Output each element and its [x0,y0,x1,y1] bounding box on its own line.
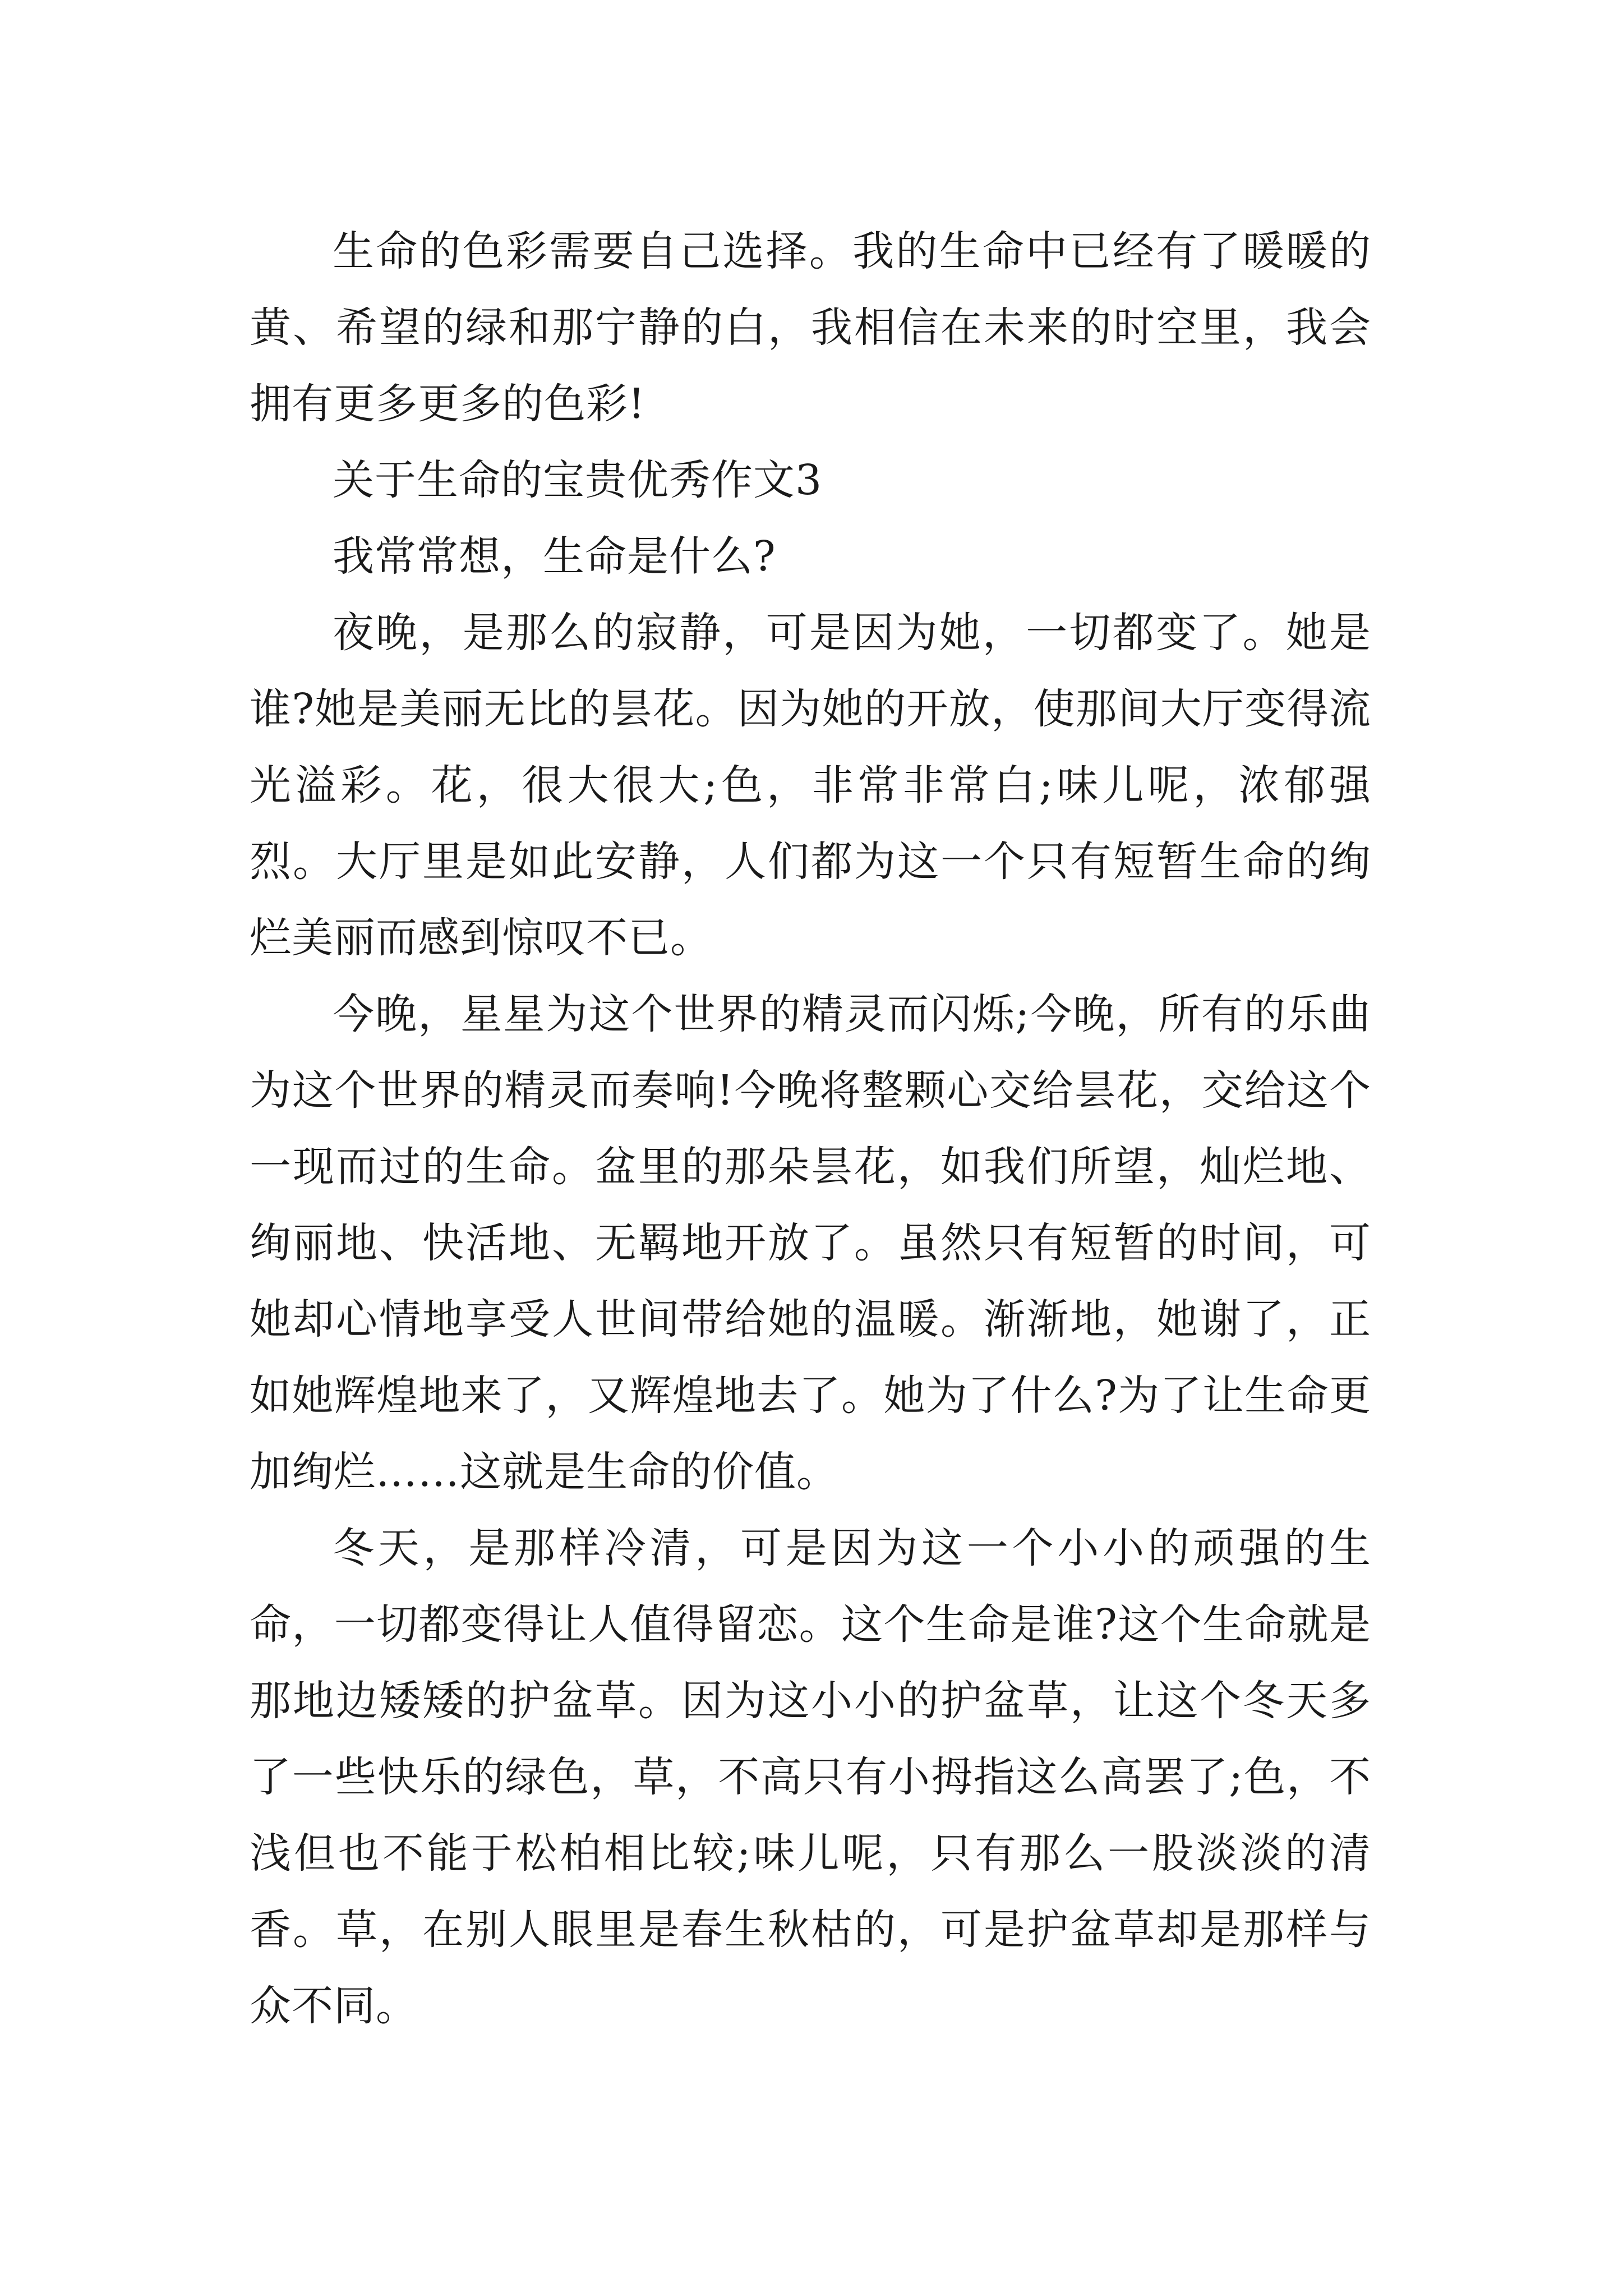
paragraph-question: 我常常想，生命是什么? [333,532,776,581]
document-body [250,213,1371,2044]
paragraph-tonight: 今晚，星星为这个世界的精灵而闪烁;今晚，所有的乐曲为这个世界的精灵而奏响!今晚将整颗心交给昙花，交给这个一现而过的生命。盆里的那朵昙花，如我们所望，灿烂地、绚丽地、快活地、无羁地开放了。虽然只有短暂的时间，可她却心情地享受人世间带给她的温暖。渐渐地，她谢了，正如她辉煌地来了，又辉煌地去了。她为了什么?为了让生命更加绚烂……这就是生命的价值。 [250,990,1371,1496]
essay-heading: 关于生命的宝贵优秀作文3 [333,456,823,504]
paragraph-colors-of-life: 生命的色彩需要自己选择。我的生命中已经有了暖暖的黄、希望的绿和那宁静的白，我相信在未来的时空里，我会拥有更多更多的色彩! [250,227,1371,428]
paragraph-winter-grass: 冬天，是那样冷清，可是因为这一个小小的顽强的生命，一切都变得让人值得留恋。这个生命是谁?这个生命就是那地边矮矮的护盆草。因为这小小的护盆草，让这个冬天多了一些快乐的绿色，草，不高只有小拇指这么高罢了;色，不浅但也不能于松柏相比较;味儿呢，只有那么一股淡淡的清香。草，在别人眼里是春生秋枯的，可是护盆草却是那样与众不同。 [250,1524,1371,2030]
paragraph-night-epiphyllum: 夜晚，是那么的寂静，可是因为她，一切都变了。她是谁?她是美丽无比的昙花。因为她的开放，使那间大厅变得流光溢彩。花，很大很大;色，非常非常白;味儿呢，浓郁强烈。大厅里是如此安静，人们都为这一个只有短暂生命的绚烂美丽而感到惊叹不已。 [250,609,1371,962]
